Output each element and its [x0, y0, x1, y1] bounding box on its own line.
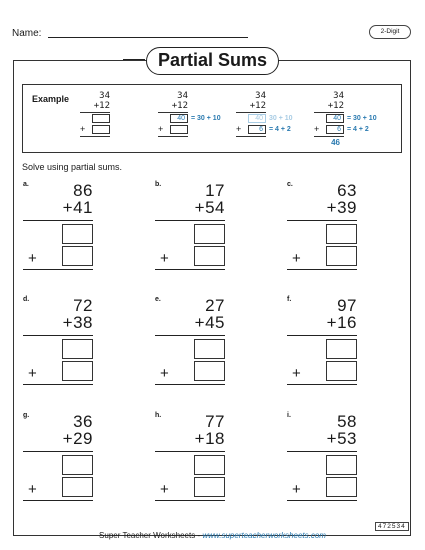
plus-sign: + [292, 365, 301, 382]
answer-box-ones[interactable] [326, 477, 357, 497]
answer-box-ones[interactable] [194, 361, 225, 381]
name-line[interactable] [48, 37, 248, 38]
problem-bottom: +29 [62, 429, 93, 448]
answer-box-tens[interactable] [62, 339, 93, 359]
plus-sign: + [292, 481, 301, 498]
problem-b [155, 181, 245, 291]
problem-rule [155, 500, 225, 501]
plus-sign: + [160, 481, 169, 498]
problem-top: 77 [205, 412, 225, 431]
problem-a [23, 181, 113, 291]
problem-rule [155, 220, 225, 221]
example-rule [314, 136, 344, 137]
problem-letter: h. [155, 412, 162, 419]
problem-rule [155, 335, 225, 336]
answer-box-ones[interactable] [194, 246, 225, 266]
problem-top: 27 [205, 296, 225, 315]
instructions: Solve using partial sums. [22, 162, 123, 172]
problem-letter: c. [287, 181, 293, 188]
example-rule [314, 112, 344, 113]
example-rule [236, 136, 266, 137]
example-plus: + [158, 124, 164, 134]
problem-bottom: +18 [194, 429, 225, 448]
problem-rule [23, 500, 93, 501]
problem-d [23, 296, 113, 406]
problem-letter: e. [155, 296, 161, 303]
example-note-faint: 30 + 10 [269, 115, 293, 122]
footer-url[interactable]: www.superteacherworksheets.com [202, 531, 326, 540]
example-box [22, 84, 402, 153]
example-top: 34 [99, 91, 110, 101]
problem-c [287, 181, 377, 291]
example-label: Example [32, 94, 70, 104]
example-box-faint: 40 [248, 114, 266, 123]
problem-i [287, 412, 377, 522]
example-top: 34 [177, 91, 188, 101]
level-badge: 2-Digit [369, 25, 411, 39]
problem-e [155, 296, 245, 406]
answer-box-ones[interactable] [62, 246, 93, 266]
problem-bottom: +41 [62, 198, 93, 217]
answer-box-tens[interactable] [62, 224, 93, 244]
example-note: = 4 + 2 [347, 126, 369, 133]
example-top: 34 [333, 91, 344, 101]
problem-bottom: +39 [326, 198, 357, 217]
problem-rule [23, 220, 93, 221]
example-box-empty [92, 125, 110, 134]
example-box-empty [92, 114, 110, 123]
example-step-3 [234, 91, 304, 151]
problem-h [155, 412, 245, 522]
example-rule [158, 112, 188, 113]
example-step-1 [78, 91, 148, 151]
problem-bottom: +38 [62, 313, 93, 332]
plus-sign: + [28, 481, 37, 498]
example-bottom: +12 [327, 101, 344, 111]
problem-g [23, 412, 113, 522]
problem-rule [287, 500, 357, 501]
problem-bottom: +53 [326, 429, 357, 448]
problem-letter: g. [23, 412, 30, 419]
plus-sign: + [292, 250, 301, 267]
answer-box-tens[interactable] [326, 455, 357, 475]
plus-sign: + [28, 365, 37, 382]
example-bottom: +12 [93, 101, 110, 111]
problem-rule [287, 451, 357, 452]
worksheet-title: Partial Sums [146, 47, 279, 75]
problem-rule [287, 220, 357, 221]
problem-letter: f. [287, 296, 292, 303]
example-step-2 [156, 91, 226, 151]
problem-letter: a. [23, 181, 29, 188]
answer-box-ones[interactable] [194, 477, 225, 497]
example-plus: + [80, 124, 86, 134]
example-bottom: +12 [249, 101, 266, 111]
problem-top: 36 [73, 412, 93, 431]
example-bottom: +12 [171, 101, 188, 111]
problem-top: 86 [73, 181, 93, 200]
name-label: Name: [12, 28, 42, 39]
answer-box-tens[interactable] [194, 224, 225, 244]
worksheet-code: 472534 [375, 522, 409, 531]
answer-box-ones[interactable] [326, 361, 357, 381]
example-rule [80, 112, 110, 113]
example-step-4 [312, 91, 382, 151]
problem-bottom: +45 [194, 313, 225, 332]
plus-sign: + [160, 250, 169, 267]
example-top: 34 [255, 91, 266, 101]
problem-rule [155, 451, 225, 452]
plus-sign: + [28, 250, 37, 267]
problem-rule [23, 269, 93, 270]
example-box-filled: 40 [170, 114, 188, 123]
problem-top: 72 [73, 296, 93, 315]
example-sum: 46 [331, 138, 340, 147]
example-note: = 30 + 10 [191, 115, 221, 122]
problem-rule [23, 384, 93, 385]
plus-sign: + [160, 365, 169, 382]
example-box-empty [170, 125, 188, 134]
answer-box-tens[interactable] [194, 455, 225, 475]
problem-rule [155, 384, 225, 385]
answer-box-ones[interactable] [326, 246, 357, 266]
answer-box-ones[interactable] [62, 477, 93, 497]
problem-rule [287, 269, 357, 270]
answer-box-tens[interactable] [326, 339, 357, 359]
problem-rule [287, 335, 357, 336]
problem-bottom: +16 [326, 313, 357, 332]
answer-box-tens[interactable] [62, 455, 93, 475]
problem-bottom: +54 [194, 198, 225, 217]
problem-rule [23, 451, 93, 452]
example-rule [236, 112, 266, 113]
problem-rule [23, 335, 93, 336]
footer [0, 531, 425, 540]
example-note: = 4 + 2 [269, 126, 291, 133]
problem-top: 58 [337, 412, 357, 431]
example-box-filled: 6 [326, 125, 344, 134]
footer-brand: Super Teacher Worksheets - [99, 531, 203, 540]
problem-f [287, 296, 377, 406]
example-box-filled: 6 [248, 125, 266, 134]
problem-top: 63 [337, 181, 357, 200]
example-box-filled: 40 [326, 114, 344, 123]
answer-box-tens[interactable] [194, 339, 225, 359]
example-plus: + [314, 124, 320, 134]
problem-rule [155, 269, 225, 270]
answer-box-ones[interactable] [62, 361, 93, 381]
example-rule [158, 136, 188, 137]
problem-top: 17 [205, 181, 225, 200]
problem-letter: b. [155, 181, 162, 188]
problem-rule [287, 384, 357, 385]
answer-box-tens[interactable] [326, 224, 357, 244]
problem-top: 97 [337, 296, 357, 315]
problem-letter: i. [287, 412, 291, 419]
example-rule [80, 136, 110, 137]
problem-letter: d. [23, 296, 30, 303]
example-plus: + [236, 124, 242, 134]
example-note: = 30 + 10 [347, 115, 377, 122]
